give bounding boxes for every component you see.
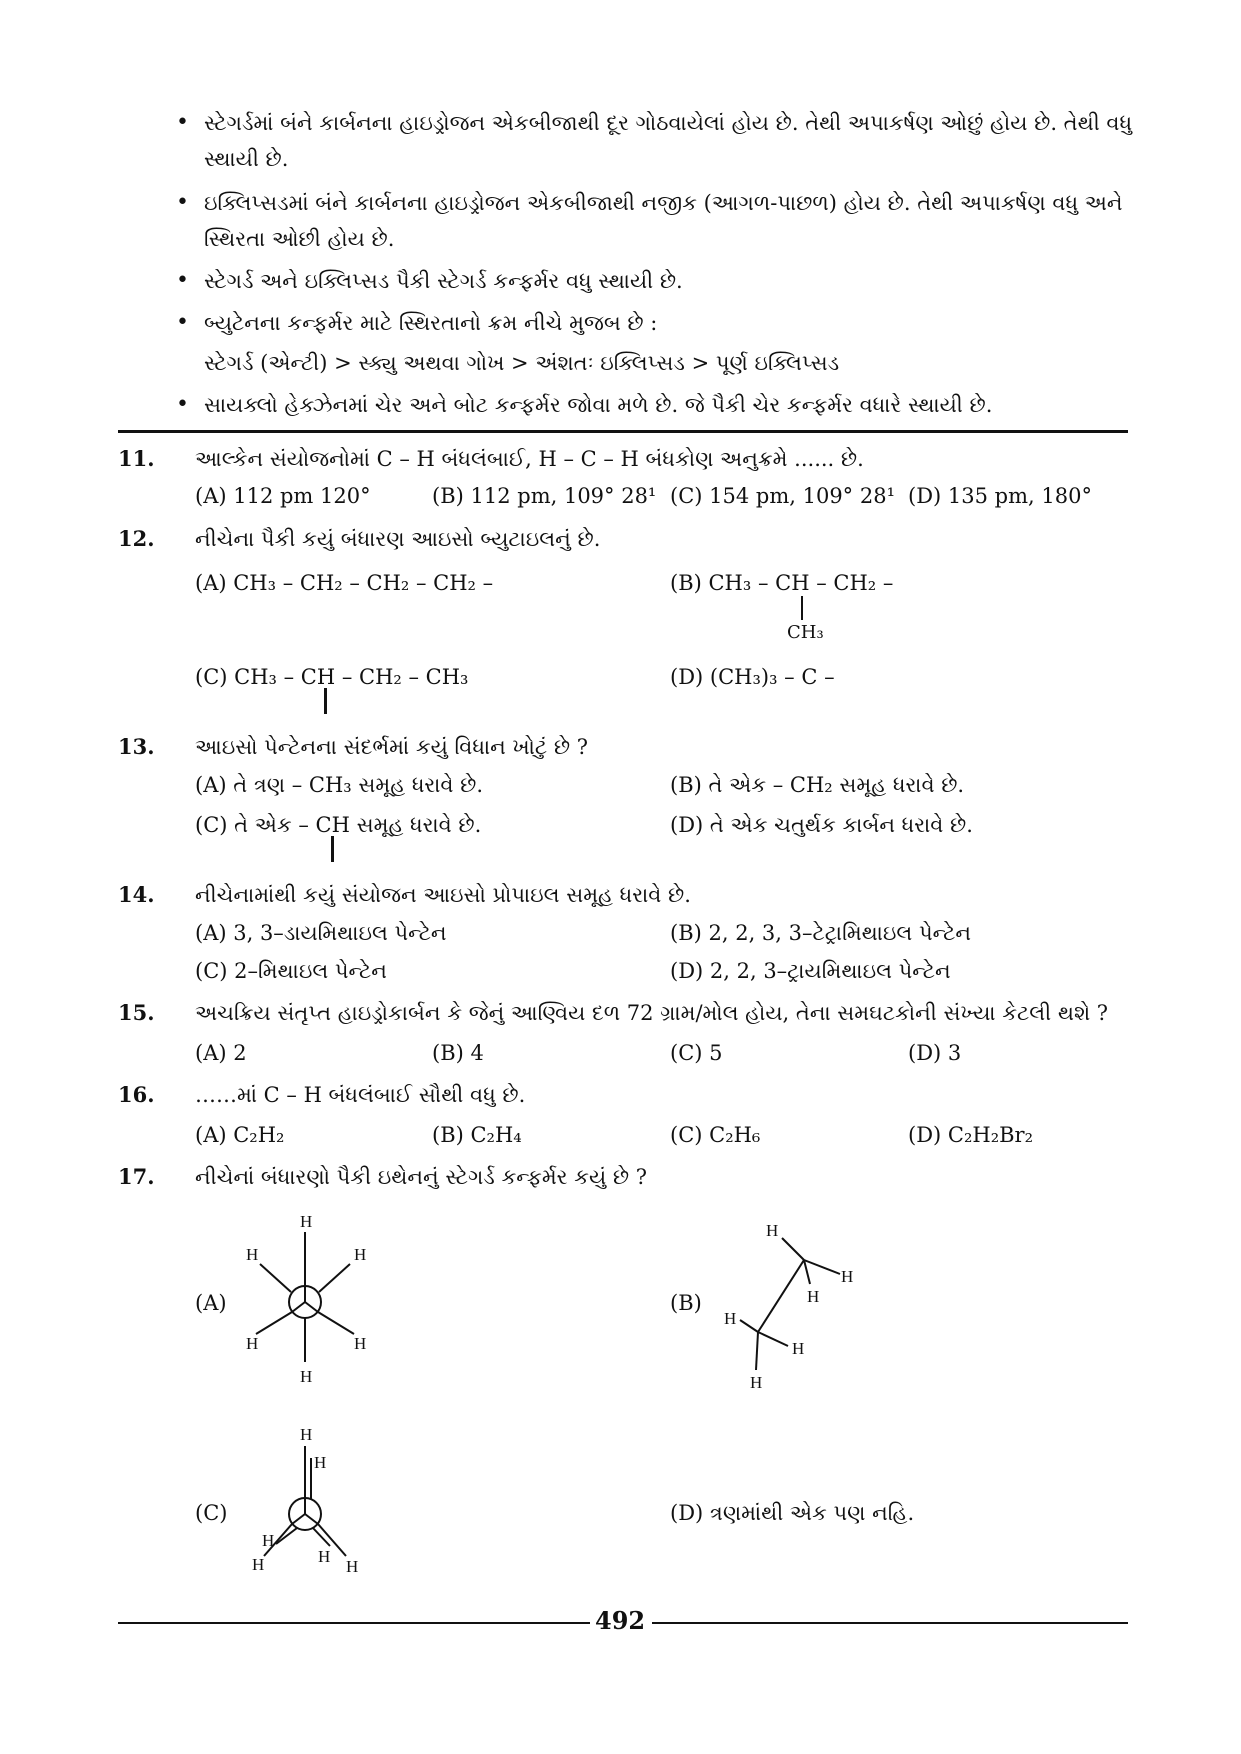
bullet-marker: • bbox=[176, 190, 189, 215]
option-b: (B) 2, 2, 3, 3–ટેટ્રામિથાઇલ પેન્ટેન bbox=[670, 921, 971, 945]
question-number: 12. bbox=[118, 526, 155, 551]
option-b: (B) C₂H₄ bbox=[432, 1123, 522, 1147]
question-text: આઇસો પેન્ટેનના સંદર્ભમાં કયું વિધાન ખોટું છે ? bbox=[195, 735, 588, 759]
bullet-2-line-2: સ્થિરતા ઓછી હોય છે. bbox=[204, 227, 395, 251]
page-number: 492 bbox=[595, 1606, 646, 1635]
option-c: (C) C₂H₆ bbox=[670, 1123, 761, 1147]
bullet-marker: • bbox=[176, 110, 189, 135]
branch-bond bbox=[324, 688, 327, 714]
question-text: નીચેના પૈકી કયું બંધારણ આઇસો બ્યુટાઇલનું છે. bbox=[195, 527, 601, 551]
option-b: (B) તે એક – CH₂ સમૂહ ધરાવે છે. bbox=[670, 773, 965, 797]
bullet-1-line-1: સ્ટેગર્ડમાં બંને કાર્બનના હાઇડ્રોજન એકબીજાથી દૂર ગોઠવાયેલાં હોય છે. તેથી અપાકર્ષણ ઓછું હોય છે. તેથી વધુ bbox=[204, 111, 1133, 135]
option-d: (D) 3 bbox=[908, 1041, 962, 1065]
sawhorse-structure bbox=[710, 1220, 870, 1400]
bullet-3-line-1: સ્ટેગર્ડ અને ઇક્લિપ્સડ પૈકી સ્ટેગર્ડ કન્ફર્મર વધુ સ્થાયી છે. bbox=[204, 269, 683, 293]
question-number: 13. bbox=[118, 734, 155, 759]
option-c: (C) CH₃ – CH – CH₂ – CH₃ bbox=[195, 665, 469, 689]
hydrogen-atom-label: H bbox=[300, 1367, 313, 1386]
option-a: (A) C₂H₂ bbox=[195, 1123, 285, 1147]
question-text: અચક્રિય સંતૃપ્ત હાઇડ્રોકાર્બન કે જેનું આણ્વિય દળ 72 ગ્રામ/મોલ હોય, તેના સમઘટકોની સંખ્યા કેટલી થશે ? bbox=[195, 1001, 1109, 1025]
question-number: 11. bbox=[118, 446, 155, 471]
option-d: (D) ત્રણમાંથી એક પણ નહિ. bbox=[670, 1501, 915, 1525]
bullet-marker: • bbox=[176, 268, 189, 293]
option-c: (C) તે એક – CH સમૂહ ધરાવે છે. bbox=[195, 813, 482, 837]
branch-bond bbox=[331, 836, 334, 862]
option-d: (D) C₂H₂Br₂ bbox=[908, 1123, 1034, 1147]
option-c-label: (C) bbox=[195, 1501, 228, 1525]
hydrogen-atom-label: H bbox=[346, 1557, 359, 1576]
option-a: (A) 3, 3–ડાયમિથાઇલ પેન્ટેન bbox=[195, 921, 447, 945]
hydrogen-atom-label: H bbox=[766, 1221, 779, 1240]
hydrogen-atom-label: H bbox=[246, 1334, 259, 1353]
option-c: (C) 5 bbox=[670, 1041, 723, 1065]
hydrogen-atom-label: H bbox=[262, 1531, 275, 1550]
hydrogen-atom-label: H bbox=[841, 1267, 854, 1286]
option-b: (B) 4 bbox=[432, 1041, 484, 1065]
hydrogen-atom-label: H bbox=[750, 1373, 763, 1392]
option-d: (D) 2, 2, 3–ટ્રાયમિથાઇલ પેન્ટેન bbox=[670, 959, 951, 983]
hydrogen-atom-label: H bbox=[314, 1453, 327, 1472]
option-a: (A) CH₃ – CH₂ – CH₂ – CH₂ – bbox=[195, 571, 494, 595]
option-d: (D) 135 pm, 180° bbox=[908, 484, 1092, 508]
hydrogen-atom-label: H bbox=[792, 1339, 805, 1358]
question-text: નીચેનાં બંધારણો પૈકી ઇથેનનું સ્ટેગર્ડ કન્ફર્મર કયું છે ? bbox=[195, 1165, 648, 1189]
option-c: (C) 2–મિથાઇલ પેન્ટેન bbox=[195, 959, 387, 983]
hydrogen-atom-label: H bbox=[318, 1547, 331, 1566]
question-number: 15. bbox=[118, 1000, 155, 1025]
hydrogen-atom-label: H bbox=[246, 1245, 259, 1264]
branch-bond bbox=[801, 596, 803, 620]
hydrogen-atom-label: H bbox=[252, 1555, 265, 1574]
bullet-2-line-1: ઇક્લિપ્સડમાં બંને કાર્બનના હાઇડ્રોજન એકબીજાથી નજીક (આગળ-પાછળ) હોય છે. તેથી અપાકર્ષણ વધુ અને bbox=[204, 191, 1123, 215]
option-c: (C) 154 pm, 109° 28¹ bbox=[670, 484, 895, 508]
newman-eclipsed-structure bbox=[230, 1418, 380, 1588]
bullet-marker: • bbox=[176, 392, 189, 417]
option-a: (A) 2 bbox=[195, 1041, 247, 1065]
option-a: (A) તે ત્રણ – CH₃ સમૂહ ધરાવે છે. bbox=[195, 773, 484, 797]
question-number: 14. bbox=[118, 882, 155, 907]
option-b: (B) 112 pm, 109° 28¹ bbox=[432, 484, 657, 508]
question-number: 16. bbox=[118, 1082, 155, 1107]
option-d: (D) તે એક ચતુર્થક કાર્બન ધરાવે છે. bbox=[670, 813, 973, 837]
branch-methyl: CH₃ bbox=[787, 622, 824, 643]
option-d: (D) (CH₃)₃ – C – bbox=[670, 665, 835, 689]
option-b-label: (B) bbox=[670, 1291, 702, 1315]
bullet-5-line-1: સાયક્લો હેક્ઝેનમાં ચેર અને બોટ કન્ફર્મર જોવા મળે છે. જે પૈકી ચેર કન્ફર્મર વધારે સ્થાયી છે. bbox=[204, 393, 993, 417]
question-number: 17. bbox=[118, 1164, 155, 1189]
hydrogen-atom-label: H bbox=[807, 1287, 820, 1306]
option-a-label: (A) bbox=[195, 1291, 227, 1315]
bullet-4-line-2: સ્ટેગર્ડ (એન્ટી) > સ્ક્યુ અથવા ગોખ > અંશતઃ ઇક્લિપ્સડ > પૂર્ણ ઇક્લિપ્સડ bbox=[204, 351, 840, 375]
bullet-4-line-1: બ્યુટેનના કન્ફર્મર માટે સ્થિરતાનો ક્રમ નીચે મુજબ છે : bbox=[204, 311, 658, 335]
option-b: (B) CH₃ – CH – CH₂ – bbox=[670, 571, 894, 595]
bullet-marker: • bbox=[176, 310, 189, 335]
hydrogen-atom-label: H bbox=[354, 1334, 367, 1353]
hydrogen-atom-label: H bbox=[300, 1212, 313, 1231]
hydrogen-atom-label: H bbox=[300, 1425, 313, 1444]
hydrogen-atom-label: H bbox=[724, 1309, 737, 1328]
section-divider bbox=[118, 430, 1128, 433]
footer-rule-right bbox=[652, 1622, 1128, 1624]
question-text: નીચેનામાંથી કયું સંયોજન આઇસો પ્રોપાઇલ સમૂહ ધરાવે છે. bbox=[195, 883, 691, 907]
hydrogen-atom-label: H bbox=[354, 1245, 367, 1264]
question-text: ……માં C – H બંધલંબાઈ સૌથી વધુ છે. bbox=[195, 1083, 526, 1107]
newman-staggered-structure bbox=[230, 1210, 380, 1390]
question-text: આલ્કેન સંયોજનોમાં C – H બંધલંબાઈ, H – C – H બંધકોણ અનુક્રમે ...... છે. bbox=[195, 447, 864, 471]
option-a: (A) 112 pm 120° bbox=[195, 484, 371, 508]
footer-rule-left bbox=[118, 1622, 590, 1624]
bullet-1-line-2: સ્થાયી છે. bbox=[204, 147, 289, 171]
